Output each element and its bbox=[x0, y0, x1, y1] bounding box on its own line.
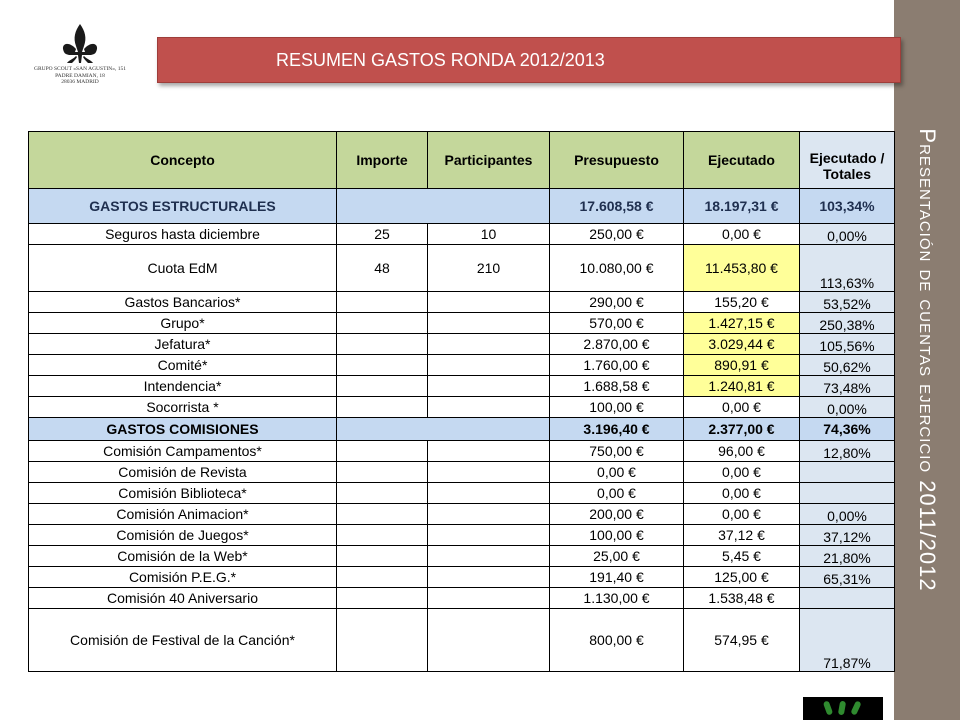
cell-concepto: Socorrista * bbox=[29, 397, 337, 418]
cell-presupuesto: 10.080,00 € bbox=[550, 245, 684, 292]
cell-concepto: Comisión Biblioteca* bbox=[29, 483, 337, 504]
cell-participantes bbox=[428, 313, 550, 334]
fleur-de-lis-icon bbox=[20, 22, 140, 66]
cell-presupuesto: 0,00 € bbox=[550, 483, 684, 504]
cell-concepto: Comisión Animacion* bbox=[29, 504, 337, 525]
table-row bbox=[29, 376, 895, 397]
table-header-row bbox=[29, 132, 895, 189]
cell-pct: 105,56% bbox=[800, 334, 895, 355]
section-presupuesto: 17.608,58 € bbox=[550, 189, 684, 224]
cell-presupuesto: 800,00 € bbox=[550, 609, 684, 672]
section-ejecutado: 2.377,00 € bbox=[684, 418, 800, 441]
cell-participantes bbox=[428, 462, 550, 483]
cell-importe bbox=[337, 609, 428, 672]
cell-ejecutado: 0,00 € bbox=[684, 462, 800, 483]
cell-concepto: Gastos Bancarios* bbox=[29, 292, 337, 313]
cell-presupuesto: 250,00 € bbox=[550, 224, 684, 245]
cell-participantes bbox=[428, 376, 550, 397]
col-header-presupuesto: Presupuesto bbox=[550, 132, 684, 189]
cell-ejecutado: 5,45 € bbox=[684, 546, 800, 567]
table-row bbox=[29, 355, 895, 376]
cell-pct bbox=[800, 462, 895, 483]
cell-ejecutado: 37,12 € bbox=[684, 525, 800, 546]
col-header-ejecutado: Ejecutado bbox=[684, 132, 800, 189]
cell-concepto: Comisión P.E.G.* bbox=[29, 567, 337, 588]
expenses-table bbox=[28, 131, 895, 672]
logo-line-1: GRUPO SCOUT «SAN AGUSTIN», 151 bbox=[33, 66, 127, 72]
cell-importe bbox=[337, 525, 428, 546]
cell-participantes bbox=[428, 588, 550, 609]
cell-importe: 48 bbox=[337, 245, 428, 292]
cell-participantes: 210 bbox=[428, 245, 550, 292]
cell-importe bbox=[337, 462, 428, 483]
logo-line-3: 28036 MADRID bbox=[61, 79, 99, 85]
section-row-comisiones bbox=[29, 418, 895, 441]
cell-ejecutado: 890,91 € bbox=[684, 355, 800, 376]
cell-concepto: Cuota EdM bbox=[29, 245, 337, 292]
side-panel bbox=[894, 0, 960, 720]
section-empty-cell bbox=[337, 189, 550, 224]
table-row bbox=[29, 224, 895, 245]
section-row-estructurales bbox=[29, 189, 895, 224]
cell-participantes bbox=[428, 567, 550, 588]
cell-importe bbox=[337, 567, 428, 588]
col-header-importe: Importe bbox=[337, 132, 428, 189]
cell-importe bbox=[337, 441, 428, 462]
cell-importe bbox=[337, 546, 428, 567]
cell-presupuesto: 570,00 € bbox=[550, 313, 684, 334]
cell-presupuesto: 100,00 € bbox=[550, 397, 684, 418]
cell-pct: 65,31% bbox=[800, 567, 895, 588]
table-row bbox=[29, 588, 895, 609]
cell-pct: 12,80% bbox=[800, 441, 895, 462]
table-row bbox=[29, 462, 895, 483]
cell-importe: 25 bbox=[337, 224, 428, 245]
cell-importe bbox=[337, 504, 428, 525]
cell-ejecutado: 155,20 € bbox=[684, 292, 800, 313]
cell-concepto: Intendencia* bbox=[29, 376, 337, 397]
cell-ejecutado: 96,00 € bbox=[684, 441, 800, 462]
cell-presupuesto: 1.760,00 € bbox=[550, 355, 684, 376]
cell-pct: 0,00% bbox=[800, 224, 895, 245]
cell-participantes bbox=[428, 525, 550, 546]
cell-importe bbox=[337, 397, 428, 418]
section-ejecutado: 18.197,31 € bbox=[684, 189, 800, 224]
section-label: GASTOS COMISIONES bbox=[29, 418, 337, 441]
table-row bbox=[29, 525, 895, 546]
cell-concepto: Seguros hasta diciembre bbox=[29, 224, 337, 245]
cell-concepto: Comisión de la Web* bbox=[29, 546, 337, 567]
logo-line-2: PADRE DAMIAN, 18 bbox=[55, 72, 105, 79]
cell-concepto: Comisión de Juegos* bbox=[29, 525, 337, 546]
section-presupuesto: 3.196,40 € bbox=[550, 418, 684, 441]
cell-participantes bbox=[428, 334, 550, 355]
cell-presupuesto: 25,00 € bbox=[550, 546, 684, 567]
cell-concepto: Comisión 40 Aniversario bbox=[29, 588, 337, 609]
cell-participantes bbox=[428, 609, 550, 672]
table-row bbox=[29, 483, 895, 504]
cell-participantes bbox=[428, 397, 550, 418]
cell-participantes bbox=[428, 504, 550, 525]
cell-ejecutado: 3.029,44 € bbox=[684, 334, 800, 355]
page-title: RESUMEN GASTOS RONDA 2012/2013 bbox=[276, 49, 605, 70]
cell-presupuesto: 0,00 € bbox=[550, 462, 684, 483]
table-row bbox=[29, 441, 895, 462]
cell-presupuesto: 290,00 € bbox=[550, 292, 684, 313]
table-row bbox=[29, 313, 895, 334]
cell-concepto: Jefatura* bbox=[29, 334, 337, 355]
cell-ejecutado: 1.427,15 € bbox=[684, 313, 800, 334]
cell-pct: 53,52% bbox=[800, 292, 895, 313]
cell-pct: 73,48% bbox=[800, 376, 895, 397]
cell-presupuesto: 100,00 € bbox=[550, 525, 684, 546]
cell-pct: 250,38% bbox=[800, 313, 895, 334]
decorative-plant-image bbox=[803, 697, 883, 720]
cell-ejecutado: 0,00 € bbox=[684, 397, 800, 418]
cell-importe bbox=[337, 483, 428, 504]
cell-ejecutado: 125,00 € bbox=[684, 567, 800, 588]
cell-pct: 21,80% bbox=[800, 546, 895, 567]
table-row bbox=[29, 245, 895, 292]
table-row bbox=[29, 546, 895, 567]
scout-group-logo bbox=[20, 22, 140, 100]
cell-ejecutado: 0,00 € bbox=[684, 224, 800, 245]
title-banner bbox=[157, 37, 901, 83]
table-row bbox=[29, 567, 895, 588]
cell-concepto: Comité* bbox=[29, 355, 337, 376]
table-row bbox=[29, 334, 895, 355]
col-header-ejecutado-totales: Ejecutado / Totales bbox=[800, 132, 895, 189]
cell-pct: 0,00% bbox=[800, 504, 895, 525]
section-label: GASTOS ESTRUCTURALES bbox=[29, 189, 337, 224]
cell-importe bbox=[337, 292, 428, 313]
cell-ejecutado: 1.240,81 € bbox=[684, 376, 800, 397]
cell-pct bbox=[800, 483, 895, 504]
cell-presupuesto: 1.688,58 € bbox=[550, 376, 684, 397]
cell-ejecutado: 0,00 € bbox=[684, 483, 800, 504]
table-row bbox=[29, 504, 895, 525]
cell-ejecutado: 1.538,48 € bbox=[684, 588, 800, 609]
presentation-title: Presentación de cuentas ejercicio 2011/2012 bbox=[915, 128, 940, 592]
cell-presupuesto: 750,00 € bbox=[550, 441, 684, 462]
cell-pct bbox=[800, 588, 895, 609]
cell-pct: 71,87% bbox=[800, 609, 895, 672]
cell-ejecutado: 11.453,80 € bbox=[684, 245, 800, 292]
cell-importe bbox=[337, 355, 428, 376]
section-pct: 74,36% bbox=[800, 418, 895, 441]
cell-participantes bbox=[428, 441, 550, 462]
cell-importe bbox=[337, 376, 428, 397]
cell-participantes: 10 bbox=[428, 224, 550, 245]
section-empty-cell bbox=[337, 418, 550, 441]
cell-importe bbox=[337, 588, 428, 609]
table-row bbox=[29, 292, 895, 313]
section-pct: 103,34% bbox=[800, 189, 895, 224]
cell-participantes bbox=[428, 483, 550, 504]
cell-pct: 37,12% bbox=[800, 525, 895, 546]
cell-ejecutado: 0,00 € bbox=[684, 504, 800, 525]
cell-participantes bbox=[428, 355, 550, 376]
cell-pct: 0,00% bbox=[800, 397, 895, 418]
table-row bbox=[29, 397, 895, 418]
col-header-participantes: Participantes bbox=[428, 132, 550, 189]
cell-concepto: Grupo* bbox=[29, 313, 337, 334]
col-header-concepto: Concepto bbox=[29, 132, 337, 189]
cell-concepto: Comisión de Festival de la Canción* bbox=[29, 609, 337, 672]
table-row bbox=[29, 609, 895, 672]
cell-presupuesto: 200,00 € bbox=[550, 504, 684, 525]
cell-participantes bbox=[428, 292, 550, 313]
cell-ejecutado: 574,95 € bbox=[684, 609, 800, 672]
cell-pct: 50,62% bbox=[800, 355, 895, 376]
cell-concepto: Comisión de Revista bbox=[29, 462, 337, 483]
cell-presupuesto: 1.130,00 € bbox=[550, 588, 684, 609]
cell-presupuesto: 2.870,00 € bbox=[550, 334, 684, 355]
cell-importe bbox=[337, 334, 428, 355]
cell-pct: 113,63% bbox=[800, 245, 895, 292]
cell-presupuesto: 191,40 € bbox=[550, 567, 684, 588]
cell-importe bbox=[337, 313, 428, 334]
cell-participantes bbox=[428, 546, 550, 567]
cell-concepto: Comisión Campamentos* bbox=[29, 441, 337, 462]
